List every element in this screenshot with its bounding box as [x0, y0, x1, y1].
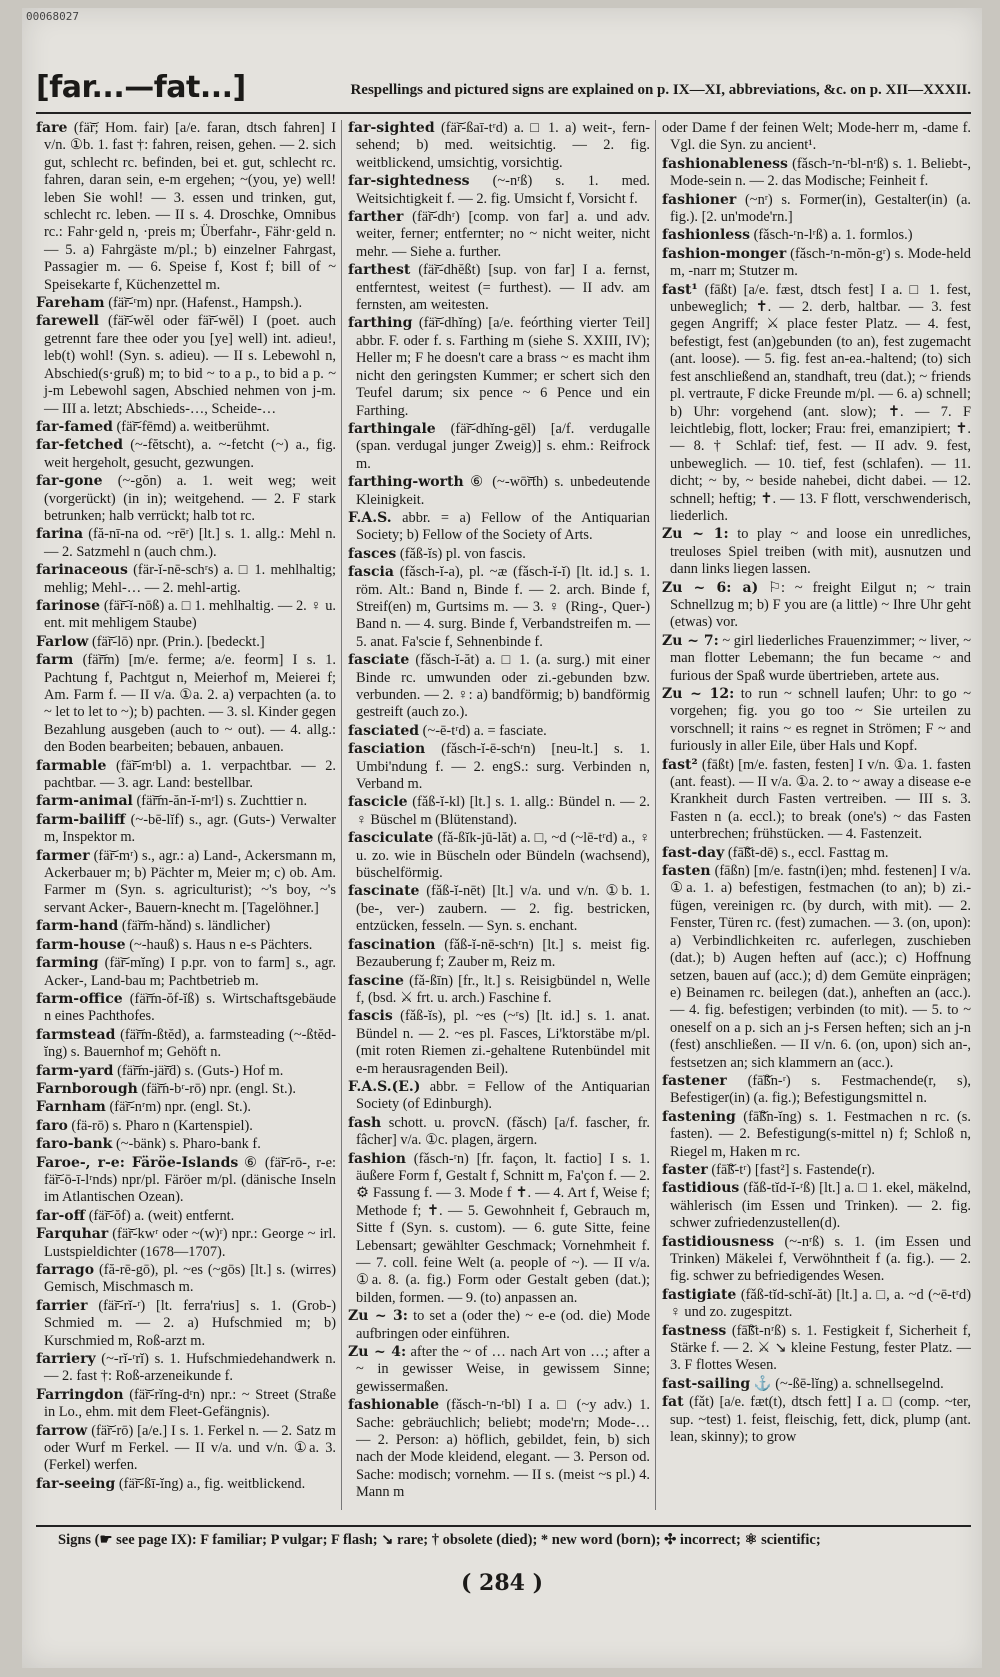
entry-text: (fär-ĭ-nē-schʳs) a. □ 1. mehlhaltig; mehlig; Mehl-… — 2. mehl-artig.: [44, 562, 336, 596]
dictionary-entry: [348, 120, 650, 172]
entry-text: schott. u. provcN. (fǎsch) [a/f. fascher, fr. fâcher] v/a. ①c. plagen, ärgern.: [356, 1114, 650, 1149]
headword: fat: [662, 1394, 684, 1411]
headword: Farquhar: [36, 1226, 109, 1243]
entry-text: (~-nʳß) s. 1. med. Weitsichtigkeit f. — 2. fig. Umsicht f, Vorsicht f.: [356, 173, 650, 207]
entry-text: (fä͝r-dhʳ) [comp. von far] a. und adv. weiter, ferner; entfernter; no ~ nicht weiter, nicht mehr. — Siehe a. further.: [356, 209, 650, 260]
entry-text: (fāßn) [m/e. fastn(i)en; mhd. festenen] I v/a. ①a. 1. a) befestigen, festmachen (to an); b) zi.-fügen, vereinigen rc. (by durch, with mit). — 2. Fenster, Türen rc. (fest) zumachen. — 3. (on, upon): a) Verbindlichkeiten rc. auferlegen, zuschieben (dat.); b) Augen heften auf (acc.); c) Hoffnung setzen, bauen auf (acc.); d) dem Gemüte einprägen; e) Beinamen rc. beilegen (dat.), anheften an (acc.). — 4. fig. befestigen; verbinden (to mit). — 5. to ~ oneself on a p. sich an j-s Fersen heften; sich an j-n (fest) anschließen. — II v/n. 6. (on, upon) sich an-, festsetzen an; sich klammern an (acc.).: [670, 863, 971, 1071]
headword: Farnborough: [36, 1080, 138, 1097]
headword: fastener: [662, 1072, 727, 1089]
headword: farthing-worth: [348, 474, 464, 491]
dictionary-entry: [348, 1308, 650, 1343]
entry-text: (fǎsch-ʳn-lʳß) a. 1. formlos.): [753, 227, 913, 244]
entry-text: (fǎsch-ʳn-ʳbl-nʳß) s. 1. Beliebt-, Mode-sein n. — 2. das Modische; Feinheit f.: [670, 155, 971, 190]
entry-text: (fā͝ßt-nʳß) s. 1. Festigkeit f, Sicherheit f, Stärke f. — 2. ⚔ ↘ kleine Festung, fester Platz. — 3. F flottes Wesen.: [670, 1322, 971, 1374]
dictionary-entry: [348, 1344, 650, 1396]
headword: far-off: [36, 1207, 86, 1224]
entry-text: (fä͝rn-bʳ-rō) npr. (engl. St.).: [141, 1080, 296, 1097]
page-header: [36, 70, 971, 114]
headword: farm: [36, 652, 74, 669]
dictionary-entry: [348, 1079, 650, 1114]
dictionary-entry: [662, 1162, 971, 1179]
headword: fashion: [348, 1150, 406, 1167]
headword: fashioner: [662, 191, 737, 208]
dictionary-entry: [36, 313, 336, 417]
headword: fasciate: [348, 652, 410, 669]
headword: Faroe-, r-e: Färöe-Islands: [36, 1154, 239, 1171]
dictionary-entry: [662, 282, 971, 526]
column-1: [36, 120, 336, 1520]
entry-text: (fä͝rm-hǎnd) s. ländlicher): [121, 918, 271, 935]
entry-text: (fä͝r-dhĕßt) [sup. von far] I a. fernst, entferntest, weitest (= furthest). — II adv. am fernsten, am weitesten.: [356, 262, 650, 314]
headword: Zu ~ 7:: [662, 632, 719, 649]
headword: fast-sailing: [662, 1375, 751, 1392]
dictionary-entry: [36, 1081, 336, 1098]
dictionary-entry: [348, 883, 650, 935]
headword: fastness: [662, 1322, 727, 1339]
entry-text: (fǎ-ßĭk-jū-lăt) a. □, ~d (~lē-tʳd) a., ♀ u. zo. wie in Büscheln oder Bündeln (wachsend), büschelförmig.: [356, 830, 650, 882]
headword: farmstead: [36, 1026, 116, 1043]
entry-text: (~-hauß) s. Haus n e-s Pächters.: [129, 936, 313, 953]
entry-text: (fǎsch-ĭ-a), pl. ~æ (fǎsch-ĭ-ĭ) [lt. id.] s. 1. röm. Alt.: Band n, Binde f. — 2. arch. Binde f, Streif(en) m, Gurtsims m. — 3. ♀ (Ring-, Quer-) Band n. — 4. surg. Binde f, Verbandstreifen m. — 5. anat. Fa'scie f, Sehnenbinde f.: [356, 564, 650, 650]
entry-text: (fä͝r-nʳm) npr. (engl. St.).: [109, 1099, 251, 1116]
dictionary-entry: [36, 1423, 336, 1475]
dictionary-entry: [662, 1180, 971, 1232]
dictionary-entry: [348, 564, 650, 651]
headword: Farlow: [36, 633, 89, 650]
headword: farriery: [36, 1351, 96, 1368]
dictionary-entry: [348, 973, 650, 1008]
dictionary-entry: [662, 1287, 971, 1322]
entry-text: (~-fĕtscht), a. ~-fetcht (~) a., fig. weit hergeholt, gesucht, gezwungen.: [44, 437, 336, 471]
dictionary-entry: [662, 1234, 971, 1286]
entry-text: (fä͝r-ŏf) a. (weit) entfernt.: [88, 1207, 235, 1224]
dictionary-entry: [36, 937, 336, 954]
dictionary-entry: [36, 1262, 336, 1297]
headword: Zu ~ 3:: [348, 1308, 408, 1325]
headword: fare: [36, 120, 68, 136]
headword: fascination: [348, 936, 436, 953]
headword: farm-animal: [36, 793, 133, 810]
dictionary-entry: [36, 918, 336, 935]
dictionary-entry: [662, 863, 971, 1072]
headword: Zu ~ 6: a): [662, 579, 759, 596]
headword: farm-house: [36, 936, 126, 953]
column-divider: [341, 120, 342, 1510]
headword: fasciculate: [348, 830, 434, 847]
dictionary-entry: [36, 1351, 336, 1386]
dictionary-entry: [36, 120, 336, 294]
entry-text: (fǎsch-ʳn-ʳbl) I a. □ (~y adv.) 1. Sache: gebräuchlich; beliebt; mode'rn; Mode-… — 2. Person: a) höflich, gebildet, fein, b) sich nach der Mode kleidend, elegant. — 3. Person od. Sache: modisch; vornehm. — II s. (meist ~s pl.) 4. Mann m: [356, 1397, 650, 1501]
entry-text: (fǎß-tĭd-schĭ-ăt) [lt.] a. □, a. ~d (~ē-tʳd) ♀ und zo. zugespitzt.: [670, 1286, 971, 1321]
entry-text: ⑥ (fä͝r-rō-, r-e: fä͝r-ō-ī-lʳnds) npr/pl. Färöer m/pl. (dänische Inseln im Atlantischen Ozean).: [44, 1154, 336, 1206]
headword: far-gone: [36, 473, 103, 490]
dictionary-entry: [36, 1099, 336, 1116]
headword: fashionless: [662, 227, 750, 244]
entry-text: (fä͝r-kwʳ oder ~(w)ʳ) npr.: George ~ irl. Lustspieldichter (1678—1707).: [44, 1226, 336, 1260]
entry-text: (fǎsch-ĭ-ăt) a. □ 1. (a. surg.) mit einer Binde rc. umwunden oder zi.-gebunden bzw. verbunden. — 2. ♀: a) bandförmig; b) bandförmig gestreift (auch zo.).: [356, 652, 650, 721]
headword: far-seeing: [36, 1475, 116, 1492]
entry-text: ⚓ (~-ßē-lĭng) a. schnellsegelnd.: [753, 1375, 944, 1392]
dictionary-entry: [662, 1109, 971, 1161]
entry-text: (~-rĭ-ʳrĭ) s. 1. Hufschmiedehandwerk n. — 2. fast †: Roß-arzeneikunde f.: [44, 1351, 336, 1385]
entry-text: (fä͝r-ĭ-nōß) a. □ 1. mehlhaltig. — 2. ♀ u. ent. mit mehligem Staube): [44, 597, 336, 632]
headword: fast¹: [662, 281, 698, 298]
dictionary-entry: [36, 1155, 336, 1207]
entry-text: (~-bē-lĭf) s., agr. (Guts-) Verwalter m, Inspektor m.: [44, 811, 336, 846]
dictionary-entry: [348, 546, 650, 563]
dictionary-entry: [36, 437, 336, 472]
entry-text: after the ~ of … nach Art von …; after a ~ in gewisser Weise, in gewissem Sinne; gewissermaßen.: [356, 1344, 650, 1395]
entry-text: (fä͝r-lō) npr. (Prin.). [bedeckt.]: [91, 633, 265, 650]
headword: fashionable: [348, 1397, 440, 1414]
dictionary-entry: [348, 173, 650, 208]
headword: fashionableness: [662, 155, 788, 172]
entry-text: (fǎsch-ĭ-ē-schʳn) [neu-lt.] s. 1. Umbi'ndung f. — 2. engS.: surg. Verbinden n, Verband m.: [356, 741, 650, 793]
headword: fastidiousness: [662, 1233, 775, 1250]
entry-text: (fä͝r-fēmd) a. weitberühmt.: [116, 418, 270, 435]
entry-text: (fä͝rm-ßtĕd), a. farmsteading (~-ßtĕd-ĭng) s. Bauernhof m; Gehöft n.: [44, 1026, 336, 1061]
dictionary-entry: [36, 473, 336, 525]
headword: fascia: [348, 564, 394, 581]
headword: Zu ~ 1:: [662, 526, 729, 543]
headword: farmable: [36, 757, 107, 774]
headword: far-famed: [36, 418, 113, 435]
entry-text: (fāßt) [a/e. fæst, dtsch fest] I a. □ 1. fest, unbeweglich; ✝. — 2. derb, haltbar. — 3. fest gegen Angriff; ⚔ place fester Platz. — 4. fest, befestigt, fest (an)gebunden (to an), fest zugemacht (ant. loose). — 5. fig. fest an-ea.-haltend; (to) sich fest anschließend an, standhaft, treu (dat.); ~ friends pl. vertraute, F dicke Freunde m/pl. — 6. a) schnell; b) Uhr: vorgehend (ant. slow); ✝. — 7. F leichtlebig, flott, locker; Frau: frei, emanzipiert; ✝. — 8. † Schlaf: tief, fest. — II adv. 9. fest, unbeweglich. — 10. tief, fest (schlafen). — 11. dicht; ~ by, ~ beside nahebei, dicht dabei. — 12. schnell; heftig; ✝. — 13. F flott, verschwenderisch, liederlich.: [670, 281, 971, 524]
headword: farrago: [36, 1262, 95, 1278]
dictionary-entry: [662, 633, 971, 685]
dictionary-entry: [36, 1476, 336, 1493]
dictionary-entry: [36, 1298, 336, 1350]
entry-text: to play ~ and loose ein unredliches, treuloses Spiel treiben (with mit), ausnutzen und dann links liegen lassen.: [670, 526, 971, 578]
dictionary-entry: [662, 227, 971, 244]
headword: fastidious: [662, 1180, 740, 1197]
dictionary-entry: [36, 1118, 336, 1135]
entry-text: (fǎß-ĭs), pl. ~es (~ʳs) [lt. id.] s. 1. anat. Bündel n. — 2. ~es pl. Fasces, Li'ktorstäbe m/pl. (mit roten Riemen zi.-gehaltene Rutenbündel mit e-m herausragenden Beil).: [356, 1008, 650, 1077]
dictionary-entry: [662, 1394, 971, 1446]
column-divider: [655, 120, 656, 1510]
headword: farrier: [36, 1297, 88, 1314]
entry-text: (fä͝r-mĭng) I p.pr. von to farm] s., agr. Acker-, Land-bau m; Pachtbetrieb m.: [44, 955, 336, 989]
dictionary-entry: [36, 812, 336, 847]
dictionary-page: [22, 8, 982, 1668]
dictionary-entry: [348, 262, 650, 314]
header-note: Respellings and pictured signs are explained on p. IX—XI, abbreviations, &c. on p. XII—XXXII.: [350, 82, 971, 98]
headword: farther: [348, 209, 404, 226]
headword: far-fetched: [36, 437, 124, 454]
dictionary-entry: [662, 526, 971, 578]
headword: fash: [348, 1114, 382, 1131]
dictionary-entry: [36, 1208, 336, 1225]
entry-text: (fä͝r-ßī-ĭng) a., fig. weitblickend.: [118, 1475, 306, 1492]
entry-text: (fä͝r-ßaī-tʳd) a. □ 1. a) weit-, fern-sehend; b) med. weitsichtig. — 2. fig. weitblickend, umsichtig, vorsichtig.: [356, 120, 650, 171]
entry-text: (~-nʳß) s. 1. (im Essen und Trinken) Mäkelei f, Verwöhntheit f (a. fig.). — 2. fig. schwer zu befriedigendes Wesen.: [670, 1233, 971, 1285]
headword: fashion-monger: [662, 245, 787, 262]
dictionary-entry: [662, 120, 971, 155]
headword: fasciation: [348, 741, 426, 758]
entry-text: (fä͝r-mʳbl) a. 1. verpachtbar. — 2. pachtbar. — 3. agr. Land: bestellbar.: [44, 757, 336, 792]
entry-text: (fǎß-tĭd-ĭ-ʳß) [lt.] a. □ 1. ekel, mäkelnd, wählerisch (im Essen und Trinken). — 2. fig. schwer zufriedenzustellen(d).: [670, 1180, 971, 1232]
entry-text: (fä͝rm-jä͝rd) s. (Guts-) Hof m.: [117, 1062, 284, 1079]
dictionary-entry: [662, 757, 971, 844]
dictionary-entry: [348, 1115, 650, 1150]
headword: far-sighted: [348, 120, 435, 136]
entry-text: abbr. = a) Fellow of the Antiquarian Society; b) Fellow of the Society of Arts.: [356, 509, 650, 544]
dictionary-entry: [36, 758, 336, 793]
entry-text: (fä͝r-rĭng-dʳn) npr.: ~ Street (Straße in Lo., ehm. mit dem Fleet-Gefängnis).: [44, 1386, 336, 1421]
dictionary-entry: [662, 1073, 971, 1108]
entry-text: (~nʳ) s. Former(in), Gestalter(in) (a. fig.). [2. un'mode'rn.]: [670, 191, 971, 226]
dictionary-entry: [662, 1323, 971, 1375]
dictionary-entry: [348, 1008, 650, 1078]
dictionary-entry: [36, 295, 336, 312]
dictionary-entry: [348, 510, 650, 545]
entry-text: (fä͝r-dhĭng) [a/e. feórthing vierter Teil] abbr. F. oder f. s. Farthing m (siehe S. XXIII, IV); Heller m; F he doesn't care a brass ~ es macht ihm nicht den geringsten Kummer; er schert sich den Teufel darum; six pence ~ 6 Pence und ein Farthing.: [356, 315, 650, 419]
dictionary-entry: [348, 1397, 650, 1501]
headword: Zu ~ 4:: [348, 1344, 407, 1361]
headword: fasces: [348, 545, 397, 562]
headword: farthest: [348, 262, 411, 279]
dictionary-entry: [662, 580, 971, 632]
headword: farm-office: [36, 990, 123, 1007]
entry-text: (fā͝ßt-dē) s., eccl. Fasttag m.: [727, 844, 889, 861]
entry-text: (~-bänk) s. Pharo-bank f.: [115, 1136, 261, 1153]
entry-text: ~ girl liederliches Frauenzimmer; ~ liver, ~ man flotter Lebemann; the fun became ~ and furious der Spaß wurde übertrieben, artete aus.: [670, 632, 971, 684]
column-3: [662, 120, 971, 1520]
headword: farinaceous: [36, 562, 128, 579]
headword: fascinate: [348, 883, 420, 900]
dictionary-entry: [36, 652, 336, 756]
entry-text: (fǎß-ĭ-nēt) [lt.] v/a. und v/n. ①b. 1. (be-, ver-) zaubern. — 2. fig. bestricken, entzücken, fesseln. — Syn. s. enchant.: [356, 883, 650, 935]
dictionary-entry: [348, 794, 650, 829]
headword: fascis: [348, 1008, 393, 1025]
dictionary-entry: [36, 1226, 336, 1261]
dictionary-entry: [36, 848, 336, 918]
headword: farinose: [36, 597, 101, 614]
dictionary-entry: [348, 209, 650, 261]
entry-text: (fǎsch-ʳn-mŏn-gʳ) s. Mode-held m, -narr m; Stutzer m.: [670, 245, 971, 280]
dictionary-entry: [348, 1151, 650, 1308]
dictionary-entry: [348, 652, 650, 722]
entry-text: (fă-nī-na od. ~rēʳ) [lt.] s. 1. allg.: Mehl n. — 2. Satzmehl n (auch chm.).: [44, 526, 336, 560]
entry-text: (~-gŏn) a. 1. weit weg; weit (vorgerückt) (in in); weitgehend. — 2. F stark betrunken; halb verrückt; halb tot rc.: [44, 473, 336, 524]
dictionary-entry: [36, 1136, 336, 1153]
dictionary-entry: [662, 246, 971, 281]
dictionary-entry: [662, 156, 971, 191]
entry-text: (fǎt) [a/e. fæt(t), dtsch fett] I a. □ (comp. ~ter, sup. ~test) 1. feist, fleischig, fett, dick, plump (ant. lean, skinny); to grow: [670, 1394, 971, 1446]
entry-text: oder Dame f der feinen Welt; Mode-herr m, -dame f. Vgl. die Syn. zu ancient¹.: [662, 120, 971, 154]
entry-text: (~-ē-tʳd) a. = fasciate.: [422, 722, 547, 739]
footer-rule: [36, 1525, 971, 1527]
dictionary-entry: [348, 474, 650, 509]
headword: F.A.S.(E.): [348, 1078, 421, 1095]
dictionary-entry: [662, 686, 971, 756]
column-2: [348, 120, 650, 1520]
dictionary-entry: [36, 419, 336, 436]
headword: fastigiate: [662, 1286, 737, 1303]
dictionary-entry: [36, 1063, 336, 1080]
entry-text: (fǎß-ĭ-kl) [lt.] s. 1. allg.: Bündel n. — 2. ♀ Büschel m (Blütenstand).: [356, 794, 650, 828]
headword: farmer: [36, 847, 90, 864]
headword: farming: [36, 955, 99, 972]
entry-text: to run ~ schnell laufen; Uhr: to go ~ vorgehen; fig. you go too ~ Sie urteilen zu vorschnell; it rains ~ es regnet in Strömen; F ~ and furiously in aller Eile, über Hals und Kopf.: [670, 686, 971, 755]
dictionary-entry: [662, 192, 971, 227]
entry-text: (fā͝ßn-ĭng) s. 1. Festmachen n rc. (s. fasten). — 2. Befestigung(s-mittel n) f; Schloß n, Riegel m, Haken m rc.: [670, 1108, 971, 1160]
headword: farm-yard: [36, 1062, 114, 1079]
headword: farm-hand: [36, 918, 119, 935]
dictionary-entry: [36, 1027, 336, 1062]
headword: fasten: [662, 863, 711, 880]
dictionary-entry: [348, 315, 650, 419]
signs-legend: Signs (☛ see page IX): F familiar; P vulgar; F flash; ↘ rare; † obsolete (died); * new word (born); ✣ incorrect; ⚛ scientific;: [58, 1532, 821, 1548]
entry-text: (fä͝r; Hom. fair) [a/e. faran, dtsch fahren] I v/n. ①b. 1. fast †: fahren, reisen, gehen. — 2. sich gut, schlecht rc. befinden, bei et. gut, schlecht rc. fahren, daran sein, e-m ergehen; ~(you, ye) well! leben Sie wohl! — 3. essen und trinken, gut, schlecht rc. leben. — II s. 4. Droschke, Omnibus rc.: Fahr·geld n, ·preis m; Überfahr-, Fähr·geld n. — 5. a) Fahrgäste m/pl.; b) einzelner Fahrgast, Passagier m. — 6. Speise f, Kost f; bill of ~ Speisekarte f, Küchenzettel m.: [44, 120, 336, 293]
dictionary-entry: [36, 526, 336, 561]
dictionary-entry: [36, 634, 336, 651]
headword: faro-bank: [36, 1136, 113, 1153]
entry-text: (fä͝r-rĭ-ʳ) [lt. ferra'rius] s. 1. (Grob-) Schmied m. — 2. a) Hufschmied m; b) Kurschmied m, Roß-arzt m.: [44, 1297, 336, 1349]
entry-text: (fä-rō) s. Pharo n (Kartenspiel).: [71, 1117, 253, 1134]
entry-text: (fä͝rm-ŏf-ĭß) s. Wirtschaftsgebäude n eines Pachthofes.: [44, 990, 336, 1025]
headword: fascicle: [348, 794, 408, 811]
entry-text: (fā͝ßn-ʳ) s. Festmachende(r, s), Befestiger(in) (a. fig.); Befestigungsmittel n.: [670, 1072, 971, 1107]
entry-text: (fǎ-ßīn) [fr., lt.] s. Reisigbündel n, Welle f, (bsd. ⚔ frt. u. arch.) Faschine f.: [356, 972, 650, 1006]
entry-text: (fǎß-ĭ-nē-schʳn) [lt.] s. meist fig. Bezauberung f; Zauber m, Reiz m.: [356, 936, 650, 971]
headword: fast²: [662, 756, 698, 773]
entry-text: (fāßt) [m/e. fasten, festen] I v/n. ①a. 1. fasten (ant. feast). — II v/a. ①a. 2. to ~ away a disease e-e Krankheit durch Fasten vertreiben. — III s. 3. Fasten n (a. eccl.); to break (one's) ~ das Fasten unterbrechen; frühstücken. — 4. Fastenzeit.: [670, 756, 971, 843]
headword: Fareham: [36, 295, 105, 312]
entry-text: (fä͝r-ʳm) npr. (Hafenst., Hampsh.).: [108, 295, 303, 312]
entry-columns: [36, 120, 971, 1520]
dictionary-entry: [662, 845, 971, 862]
scan-id: 00068027: [26, 10, 79, 23]
headword: Farringdon: [36, 1386, 124, 1403]
headword: farm-bailiff: [36, 811, 126, 828]
page-number: ( 284 ): [460, 1570, 544, 1596]
entry-text: (fā͝ß-tʳ) [fast²] s. Fastende(r).: [711, 1161, 876, 1178]
dictionary-entry: [348, 723, 650, 740]
headword: farrow: [36, 1422, 88, 1439]
headword: Farnham: [36, 1099, 106, 1116]
entry-text: (fä͝rm) [m/e. ferme; a/e. feorm] I s. 1. Pachtung f, Pachtgut n, Meierhof m, Meierei f; Am. Farm f. — II v/a. ①a. 2. a) verpachten (a. to ~ let to let to ~); b) pachten. — 3. sl. Kinder gegen Bezahlung ausgeben (auch to ~ out). — 4. allg.: den Boden bearbeiten; bebauen, anbauen.: [44, 652, 336, 756]
headword: farewell: [36, 313, 99, 330]
entry-text: to set a (oder the) ~ e-e (od. die) Mode aufbringen oder einführen.: [356, 1308, 650, 1342]
entry-text: (fä͝r-wĕl oder fä͝r-wĕl) I (poet. auch getrennt fare thee oder you [ye] well) int. adieu!, leb(t) wohl! (Syn. s. adieu). — II s. Lebewohl n, Abschied(s·gruß) m; to bid ~ to a p., to bid a p. ~ j-m Lebewohl sagen, Abschied nehmen von j-m. — III a. letzt; Abschieds-…, Scheide-…: [44, 313, 336, 417]
dictionary-entry: [36, 955, 336, 990]
entry-text: (fǎsch-ʳn) [fr. façon, lt. factio] I s. 1. äußere Form f, Gestalt f, Schnitt m, Fa'çon f. — 2. ⚙ Fassung f. — 3. Mode f ✝. — 4. Art f, Weise f; Methode f; ✝. — 5. Gewohnheit f, Gebrauch m, Sitte f (Syn. s. custom). — 6. gute Sitte, feine Lebensart; gewählter Geschmack; Vornehmheit f. — 7. coll. feine Welt (a. people of ~). — II v/a. ①a. 8. (a. fig.) Form oder Gestalt geben (dat.); bilden, formen. — 9. (to) anpassen an.: [356, 1150, 650, 1306]
headword: far-sightedness: [348, 173, 470, 190]
entry-text: ⚐: ~ freight Eilgut n; ~ train Schnellzug m; b) F you are (a little) ~ Ihre Uhr geht (etwas) vor.: [670, 579, 971, 631]
entry-text: (fă-rē-gō), pl. ~es (~gōs) [lt.] s. (wirres) Gemisch, Mischmasch m.: [44, 1262, 336, 1296]
dictionary-entry: [348, 830, 650, 882]
dictionary-entry: [36, 1387, 336, 1422]
entry-text: (fä͝r-dhĭng-gēl) [a/f. verdugalle (span. verdugal junger Zweig)] s. ehm.: Reifrock m.: [356, 420, 650, 472]
headword: farthing: [348, 315, 413, 332]
entry-text: (fǎß-ĭs) pl. von fascis.: [399, 545, 526, 562]
entry-text: (fä͝r-mʳ) s., agr.: a) Land-, Ackersmann m, Ackerbauer m; b) Pächter m, Meier m; c) ob. Am. Farmer m (Syn. s. agriculturist); ~'s boy, ~'s servant Acker-, Bauern-knecht m. [Tagelöhner.]: [44, 847, 336, 916]
dictionary-entry: [348, 937, 650, 972]
headword: fasciated: [348, 722, 420, 739]
entry-text: abbr. = Fellow of the Antiquarian Society (of Edinburgh).: [356, 1078, 650, 1113]
headword: faro: [36, 1117, 68, 1134]
entry-text: ⑥ (~-wō͝rth) s. unbedeutende Kleinigkeit.: [356, 474, 650, 508]
headword: farthingale: [348, 420, 436, 437]
headword: F.A.S.: [348, 509, 392, 526]
headword: fascine: [348, 972, 404, 989]
dictionary-entry: [348, 421, 650, 473]
dictionary-entry: [36, 562, 336, 597]
headword: faster: [662, 1161, 708, 1178]
dictionary-entry: [36, 598, 336, 633]
running-head: [far...—fat...]: [36, 70, 246, 105]
dictionary-entry: [36, 793, 336, 810]
dictionary-entry: [36, 991, 336, 1026]
headword: fast-day: [662, 844, 725, 861]
headword: farina: [36, 526, 84, 543]
entry-text: (fä͝r-rō) [a/e.] I s. 1. Ferkel n. — 2. Satz m oder Wurf m Ferkel. — II v/a. und v/n. ①a. 3. (Ferkel) werfen.: [44, 1422, 336, 1474]
dictionary-entry: [348, 741, 650, 793]
headword: Zu ~ 12:: [662, 686, 735, 702]
entry-text: (fä͝rm-ăn-ĭ-mʳl) s. Zuchttier n.: [136, 793, 308, 810]
headword: fastening: [662, 1108, 736, 1125]
dictionary-entry: [662, 1376, 971, 1393]
